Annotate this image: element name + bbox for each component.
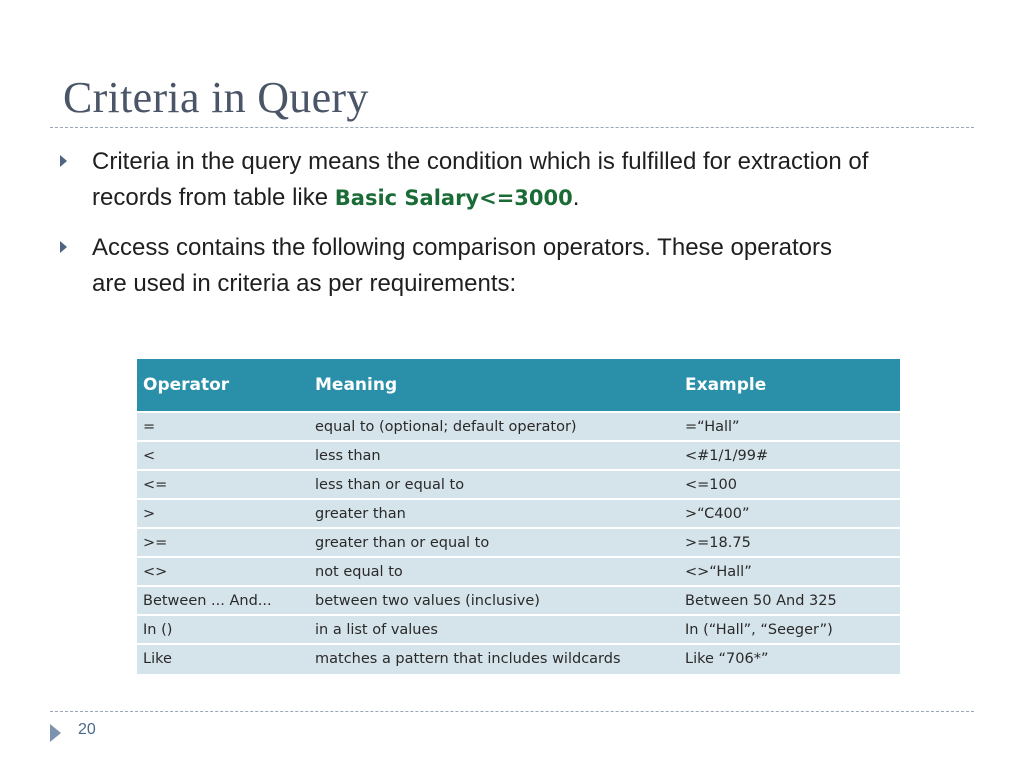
bullet-text bbox=[92, 144, 872, 216]
title-divider bbox=[50, 127, 974, 128]
header-example: Example bbox=[679, 359, 900, 412]
operator-cell: Like bbox=[137, 644, 309, 672]
table-row bbox=[137, 528, 900, 557]
meaning-cell: greater than bbox=[309, 499, 679, 528]
operator-cell: Between ... And... bbox=[137, 586, 309, 615]
example-cell: Between 50 And 325 bbox=[679, 586, 900, 615]
triangle-bullet-icon bbox=[60, 155, 67, 167]
example-cell: >=18.75 bbox=[679, 528, 900, 557]
example-cell: In (“Hall”, “Seeger”) bbox=[679, 615, 900, 644]
operator-cell: <= bbox=[137, 470, 309, 499]
operator-cell: >= bbox=[137, 528, 309, 557]
footer-triangle-icon bbox=[50, 724, 61, 742]
table-header-row bbox=[137, 359, 900, 412]
meaning-cell: in a list of values bbox=[309, 615, 679, 644]
page-number: 20 bbox=[78, 721, 96, 738]
example-cell: =“Hall” bbox=[679, 412, 900, 441]
table-row bbox=[137, 441, 900, 470]
meaning-cell: between two values (inclusive) bbox=[309, 586, 679, 615]
example-cell: <=100 bbox=[679, 470, 900, 499]
meaning-cell: matches a pattern that includes wildcards bbox=[309, 644, 679, 672]
meaning-cell: less than bbox=[309, 441, 679, 470]
table-bottom-edge bbox=[137, 672, 900, 674]
operator-cell: > bbox=[137, 499, 309, 528]
triangle-bullet-icon bbox=[60, 241, 67, 253]
bullet-item bbox=[58, 144, 958, 216]
bullet-item bbox=[58, 230, 958, 302]
example-cell: <#1/1/99# bbox=[679, 441, 900, 470]
meaning-cell: not equal to bbox=[309, 557, 679, 586]
bullet-list bbox=[58, 144, 958, 316]
header-operator: Operator bbox=[137, 359, 309, 412]
highlight-expression: Basic Salary<=3000 bbox=[334, 186, 573, 210]
operators-table bbox=[137, 359, 900, 674]
bullet-text: Access contains the following comparison operators. These operators are used in criteria as per requirements: bbox=[92, 234, 832, 297]
operator-cell: < bbox=[137, 441, 309, 470]
operator-cell: <> bbox=[137, 557, 309, 586]
meaning-cell: equal to (optional; default operator) bbox=[309, 412, 679, 441]
table-row bbox=[137, 470, 900, 499]
example-cell: Like “706*” bbox=[679, 644, 900, 672]
table-row bbox=[137, 499, 900, 528]
bullet-text-part: Criteria in the query means the condition which is fulfilled for extraction of records from table like bbox=[92, 148, 869, 211]
table-row bbox=[137, 586, 900, 615]
table-row bbox=[137, 557, 900, 586]
example-cell: <>“Hall” bbox=[679, 557, 900, 586]
operator-cell: In () bbox=[137, 615, 309, 644]
bullet-text-end: . bbox=[572, 184, 580, 211]
table-row bbox=[137, 615, 900, 644]
footer-divider bbox=[50, 711, 974, 712]
table-row bbox=[137, 412, 900, 441]
table-row bbox=[137, 644, 900, 672]
example-cell: >“C400” bbox=[679, 499, 900, 528]
meaning-cell: greater than or equal to bbox=[309, 528, 679, 557]
header-meaning: Meaning bbox=[309, 359, 679, 412]
slide-title: Criteria in Query bbox=[63, 73, 369, 122]
operator-cell: = bbox=[137, 412, 309, 441]
meaning-cell: less than or equal to bbox=[309, 470, 679, 499]
